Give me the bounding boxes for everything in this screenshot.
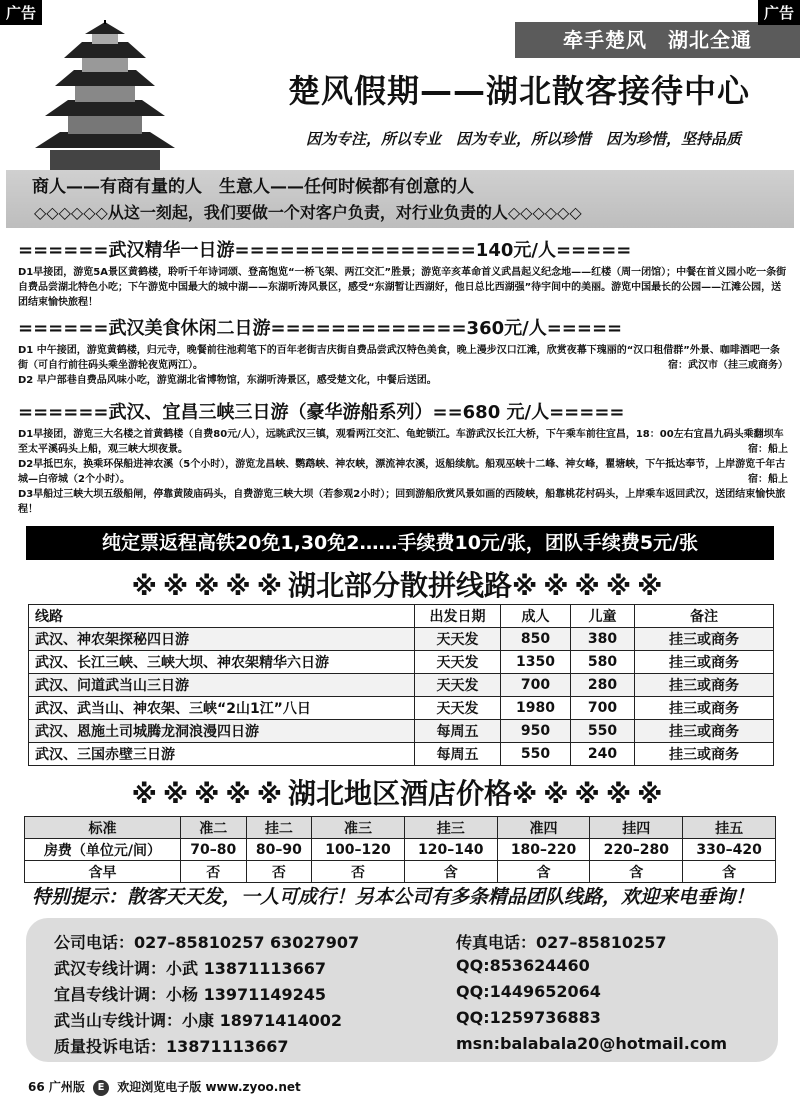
tour-day-line: D1早接团，游览三大名楼之首黄鹤楼（自费80元/人），远眺武汉三镇，观看两江交汇、龟蛇锁江。车游武汉长江大桥，下午乘车前往宜昌，18：00左右宜昌九码头乘翻坝车至太平溪码头上船，观三峡大坝夜景。 宿：船上	[18, 429, 788, 455]
contact-line: 质量投诉电话：13871113667	[54, 1037, 289, 1056]
remark: 挂三或商务	[635, 651, 774, 674]
lodging: 宿：武汉市（挂三或商务）	[668, 360, 788, 371]
tour-title: ======武汉精华一日游================140元/人=====	[18, 240, 632, 261]
routes-table	[28, 604, 774, 766]
adult-price: 950	[501, 720, 571, 743]
decor-marks-right: ※※※※※	[512, 572, 669, 602]
column-header: 挂五	[683, 817, 776, 839]
adult-price: 700	[501, 674, 571, 697]
contact-line: 公司电话：027–85810257 63027907	[54, 933, 360, 952]
edition-label: 广州版	[48, 1080, 85, 1094]
remark: 挂三或商务	[635, 720, 774, 743]
tour-1	[18, 236, 788, 310]
breakfast-cell: 否	[181, 861, 247, 883]
tour-description	[18, 427, 788, 517]
column-header: 挂二	[246, 817, 312, 839]
column-header: 挂四	[590, 817, 683, 839]
child-price: 550	[571, 720, 635, 743]
table-row	[29, 628, 774, 651]
table-row	[29, 743, 774, 766]
contact-line: QQ:1259736883	[456, 1008, 601, 1027]
price-cell: 120–140	[404, 839, 497, 861]
table-row	[29, 651, 774, 674]
tour-day-line: D1 中午接团，游览黄鹤楼，归元寺，晚餐前往池莉笔下的百年老街吉庆街自费品尝武汉特色美食，晚上漫步汉口江滩，欣赏夜幕下瑰丽的“汉口租借群”外景、咖啡酒吧一条街（可自行前往码头乘坐游轮夜览两江）。 宿：武汉市（挂三或商务）	[18, 345, 788, 371]
decor-marks-left: ※※※※※	[131, 572, 288, 602]
price-cell: 330–420	[683, 839, 776, 861]
page-footer	[28, 1078, 301, 1096]
agency-title: 楚风假期——湖北散客接待中心	[288, 72, 751, 110]
remark: 挂三或商务	[635, 674, 774, 697]
hotels-section-title: 湖北地区酒店价格	[287, 777, 512, 810]
child-price: 280	[571, 674, 635, 697]
banner	[6, 170, 794, 228]
tour-3	[18, 398, 788, 517]
adult-price: 1980	[501, 697, 571, 720]
adult-price: 1350	[501, 651, 571, 674]
route-name: 武汉、三国赤壁三日游	[29, 743, 415, 766]
table-row	[25, 839, 776, 861]
breakfast-cell: 否	[312, 861, 405, 883]
column-header: 准四	[497, 817, 590, 839]
decor-marks-right: ※※※※※	[512, 780, 669, 810]
route-name: 武汉、恩施土司城腾龙洞浪漫四日游	[29, 720, 415, 743]
breakfast-cell: 含	[683, 861, 776, 883]
contact-line: 武汉专线计调：小武 13871113667	[54, 959, 327, 978]
column-header: 挂三	[404, 817, 497, 839]
route-name: 武汉、武当山、神农架、三峡“2山1江”八日	[29, 697, 415, 720]
tour-title: ======武汉美食休闲二日游=============360元/人=====	[18, 318, 623, 339]
table-row	[25, 861, 776, 883]
column-header: 出发日期	[415, 605, 501, 628]
remark: 挂三或商务	[635, 697, 774, 720]
departure: 天天发	[415, 651, 501, 674]
column-header: 儿童	[571, 605, 635, 628]
breakfast-cell: 否	[246, 861, 312, 883]
column-header: 标准	[25, 817, 181, 839]
decor-marks-left: ※※※※※	[131, 780, 288, 810]
table-row	[29, 720, 774, 743]
table-header-row	[29, 605, 774, 628]
column-header: 成人	[501, 605, 571, 628]
routes-section-title: 湖北部分散拼线路	[287, 569, 512, 602]
ticket-bar: 纯定票返程高铁20免1,30免2……手续费10元/张，团队手续费5元/张	[26, 526, 774, 560]
remark: 挂三或商务	[635, 743, 774, 766]
breakfast-cell: 含	[590, 861, 683, 883]
yellow-crane-tower-icon	[30, 20, 180, 170]
ad-header	[0, 0, 800, 172]
tour-day-line: D1早接团，游览5A景区黄鹤楼，聆听千年诗词颂、登高饱览“一桥飞架、两江交汇”胜景；游览辛亥革命首义武昌起义纪念地——红楼（周一闭馆）；中餐在首义园小吃一条街自费品尝湖北特色小吃；下午游览中国最大的城中湖——东湖听涛风景区，感受“东湖暂让西湖好，他日总比西湖强”待宇间中的美丽。游览中国最长的公园——江滩公园，送团结束愉快旅程！	[18, 267, 787, 308]
route-name: 武汉、神农架探秘四日游	[29, 628, 415, 651]
child-price: 240	[571, 743, 635, 766]
banner-line-1: 商人——有商有量的人 生意人——任何时候都有创意的人	[32, 177, 474, 197]
adult-price: 550	[501, 743, 571, 766]
hotel-price-table	[24, 816, 776, 883]
contact-line: QQ:1449652064	[456, 982, 601, 1001]
lodging: 宿：船上	[748, 474, 788, 485]
table-row	[29, 697, 774, 720]
page-number: 66	[28, 1080, 45, 1094]
child-price: 380	[571, 628, 635, 651]
departure: 天天发	[415, 697, 501, 720]
price-cell: 180–220	[497, 839, 590, 861]
tour-2	[18, 314, 788, 388]
row-label: 房费（单位元/间）	[25, 839, 181, 861]
child-price: 700	[571, 697, 635, 720]
row-label: 含早	[25, 861, 181, 883]
column-header: 备注	[635, 605, 774, 628]
contact-line: 传真电话：027–85810257	[456, 933, 667, 952]
tour-description	[18, 265, 788, 310]
slogan-bar: 牵手楚风 湖北全通	[515, 22, 800, 58]
child-price: 580	[571, 651, 635, 674]
contact-line: 宜昌专线计调：小杨 13971149245	[54, 985, 327, 1004]
departure: 每周五	[415, 743, 501, 766]
price-cell: 80–90	[246, 839, 312, 861]
tour-day-line: D2 早户部巷自费品风味小吃，游览湖北省博物馆，东湖听涛景区，感受楚文化，中餐后送团。	[18, 375, 437, 386]
contact-line: 武当山专线计调：小康 18971414002	[54, 1011, 343, 1030]
banner-line-2: ◇◇◇◇◇◇从这一刻起，我们要做一个对客户负责，对行业负责的人◇◇◇◇◇◇	[34, 203, 582, 222]
remark: 挂三或商务	[635, 628, 774, 651]
price-cell: 70–80	[181, 839, 247, 861]
tour-title: ======武汉、宜昌三峡三日游（豪华游船系列）==680 元/人=====	[18, 402, 625, 423]
route-name: 武汉、长江三峡、三峡大坝、神农架精华六日游	[29, 651, 415, 674]
footer-link-text[interactable]: 欢迎浏览电子版 www.zyoo.net	[117, 1080, 301, 1094]
table-row	[29, 674, 774, 697]
special-notice: 特别提示：散客天天发，一人可成行！另本公司有多条精品团队线路，欢迎来电垂询！	[32, 886, 755, 908]
mottos: 因为专注，所以专业 因为专业，所以珍惜 因为珍惜，坚持品质	[306, 130, 742, 148]
price-cell: 100–120	[312, 839, 405, 861]
tour-description	[18, 343, 788, 388]
ad-tag-right: 广告	[758, 0, 800, 25]
column-header: 准三	[312, 817, 405, 839]
breakfast-cell: 含	[404, 861, 497, 883]
routes-section-heading	[0, 564, 800, 604]
departure: 天天发	[415, 628, 501, 651]
column-header: 准二	[181, 817, 247, 839]
lodging: 宿：船上	[748, 444, 788, 455]
ad-tag-left: 广告	[0, 0, 42, 25]
breakfast-cell: 含	[497, 861, 590, 883]
tour-day-line: D3早船过三峡大坝五级船闸，停靠黄陵庙码头，自费游览三峡大坝（若参观2小时）；回到游船欣赏风景如画的西陵峡，船靠桃花村码头，上岸乘车返回武汉，送团结束愉快旅程！	[18, 489, 786, 515]
magazine-logo-icon: E	[93, 1080, 109, 1096]
contact-line: QQ:853624460	[456, 956, 590, 975]
route-name: 武汉、问道武当山三日游	[29, 674, 415, 697]
adult-price: 850	[501, 628, 571, 651]
tour-day-line: D2早抵巴东，换乘环保船进神农溪（5个小时），游览龙昌峡、鹦鹉峡、神农峡，漂流神农溪，返船续航。船观巫峡十二峰、神女峰，瞿塘峡，下午抵达奉节，上岸游览千年古城—白帝城（2个小时）。 宿：船上	[18, 459, 788, 485]
contact-line: msn:balabala20@hotmail.com	[456, 1034, 728, 1053]
table-header-row	[25, 817, 776, 839]
departure: 天天发	[415, 674, 501, 697]
price-cell: 220–280	[590, 839, 683, 861]
hotels-section-heading	[0, 772, 800, 812]
column-header: 线路	[29, 605, 415, 628]
departure: 每周五	[415, 720, 501, 743]
contact-box	[26, 918, 778, 1062]
